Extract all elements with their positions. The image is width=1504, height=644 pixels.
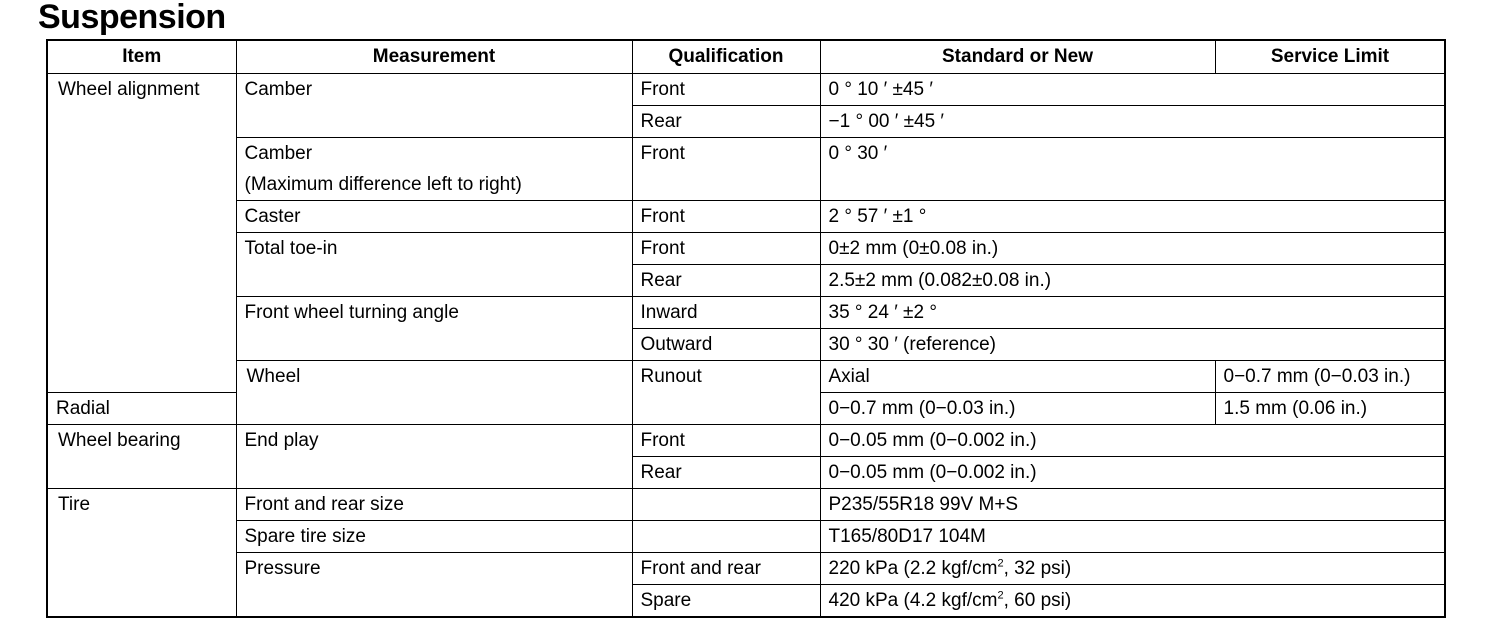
value-text: , 32 psi): [1003, 558, 1072, 579]
qualification-cell: Front and rear: [632, 553, 820, 585]
standard-cell: 0 ° 10 ′ ±45 ′: [820, 74, 1445, 106]
value-text: , 60 psi): [1003, 590, 1072, 611]
item-wheel-bearing: Wheel bearing: [47, 425, 236, 489]
qualification-cell: Front: [632, 201, 820, 233]
table-row: [47, 74, 1445, 106]
header-service-limit: Service Limit: [1215, 40, 1445, 74]
table-row: [47, 553, 1445, 585]
measurement-runout: Runout: [632, 361, 820, 425]
table-row: [47, 361, 1445, 393]
qualification-cell-empty: [632, 489, 820, 521]
standard-cell: 0−0.05 mm (0−0.002 in.): [820, 457, 1445, 489]
standard-cell: 0−0.7 mm (0−0.03 in.): [1215, 361, 1445, 393]
standard-cell: 2 ° 57 ′ ±1 °: [820, 201, 1445, 233]
measurement-pressure: Pressure: [236, 553, 632, 618]
item-wheel-alignment: Wheel alignment: [47, 74, 236, 393]
suspension-spec-table: [46, 39, 1446, 618]
measurement-turning-angle: Front wheel turning angle: [236, 297, 632, 361]
superscript: 2: [997, 557, 1004, 570]
page-title: Suspension: [38, 0, 226, 36]
qualification-cell: Inward: [632, 297, 820, 329]
table-row: [47, 521, 1445, 553]
value-text: 420 kPa (4.2 kgf/cm: [828, 590, 998, 611]
measurement-label: Camber: [244, 143, 313, 164]
qualification-cell: Front: [632, 138, 820, 201]
table-row: [47, 233, 1445, 265]
table-row: [47, 201, 1445, 233]
value-text: 220 kPa (2.2 kgf/cm: [828, 558, 998, 579]
measurement-camber-difference: [236, 138, 632, 201]
standard-cell: [820, 553, 1445, 585]
table-row: [47, 297, 1445, 329]
qualification-cell: Axial: [820, 361, 1215, 393]
item-tire: Tire: [47, 489, 236, 618]
qualification-cell: Front: [632, 425, 820, 457]
table-row: [47, 489, 1445, 521]
standard-cell: 2.5±2 mm (0.082±0.08 in.): [820, 265, 1445, 297]
header-standard: Standard or New: [820, 40, 1215, 74]
qualification-cell: Front: [632, 74, 820, 106]
standard-cell: −1 ° 00 ′ ±45 ′: [820, 106, 1445, 138]
qualification-cell: Front: [632, 233, 820, 265]
qualification-cell: Outward: [632, 329, 820, 361]
qualification-cell: Rear: [632, 106, 820, 138]
standard-cell: 35 ° 24 ′ ±2 °: [820, 297, 1445, 329]
header-row: [47, 40, 1445, 74]
standard-cell: 0−0.05 mm (0−0.002 in.): [820, 425, 1445, 457]
qualification-cell: Rear: [632, 265, 820, 297]
standard-cell: T165/80D17 104M: [820, 521, 1445, 553]
qualification-cell-empty: [632, 521, 820, 553]
standard-cell: [820, 585, 1445, 618]
standard-cell: 0−0.7 mm (0−0.03 in.): [820, 393, 1215, 425]
measurement-spare-tire-size: Spare tire size: [236, 521, 632, 553]
measurement-sublabel: (Maximum difference left to right): [244, 174, 522, 195]
item-wheel: Wheel: [236, 361, 632, 425]
qualification-cell: Spare: [632, 585, 820, 618]
superscript: 2: [997, 589, 1004, 602]
table-row: [47, 138, 1445, 201]
standard-cell: P235/55R18 99V M+S: [820, 489, 1445, 521]
measurement-camber: Camber: [236, 74, 632, 138]
measurement-toe-in: Total toe-in: [236, 233, 632, 297]
header-qualification: Qualification: [632, 40, 820, 74]
service-limit-cell: 1.5 mm (0.06 in.): [1215, 393, 1445, 425]
qualification-cell: Rear: [632, 457, 820, 489]
qualification-cell: Radial: [47, 393, 236, 425]
measurement-caster: Caster: [236, 201, 632, 233]
standard-cell: 30 ° 30 ′ (reference): [820, 329, 1445, 361]
standard-cell: 0±2 mm (0±0.08 in.): [820, 233, 1445, 265]
table-row: [47, 425, 1445, 457]
header-item: Item: [47, 40, 236, 74]
standard-cell: 0 ° 30 ′: [820, 138, 1445, 201]
header-measurement: Measurement: [236, 40, 632, 74]
measurement-end-play: End play: [236, 425, 632, 489]
measurement-tire-size: Front and rear size: [236, 489, 632, 521]
